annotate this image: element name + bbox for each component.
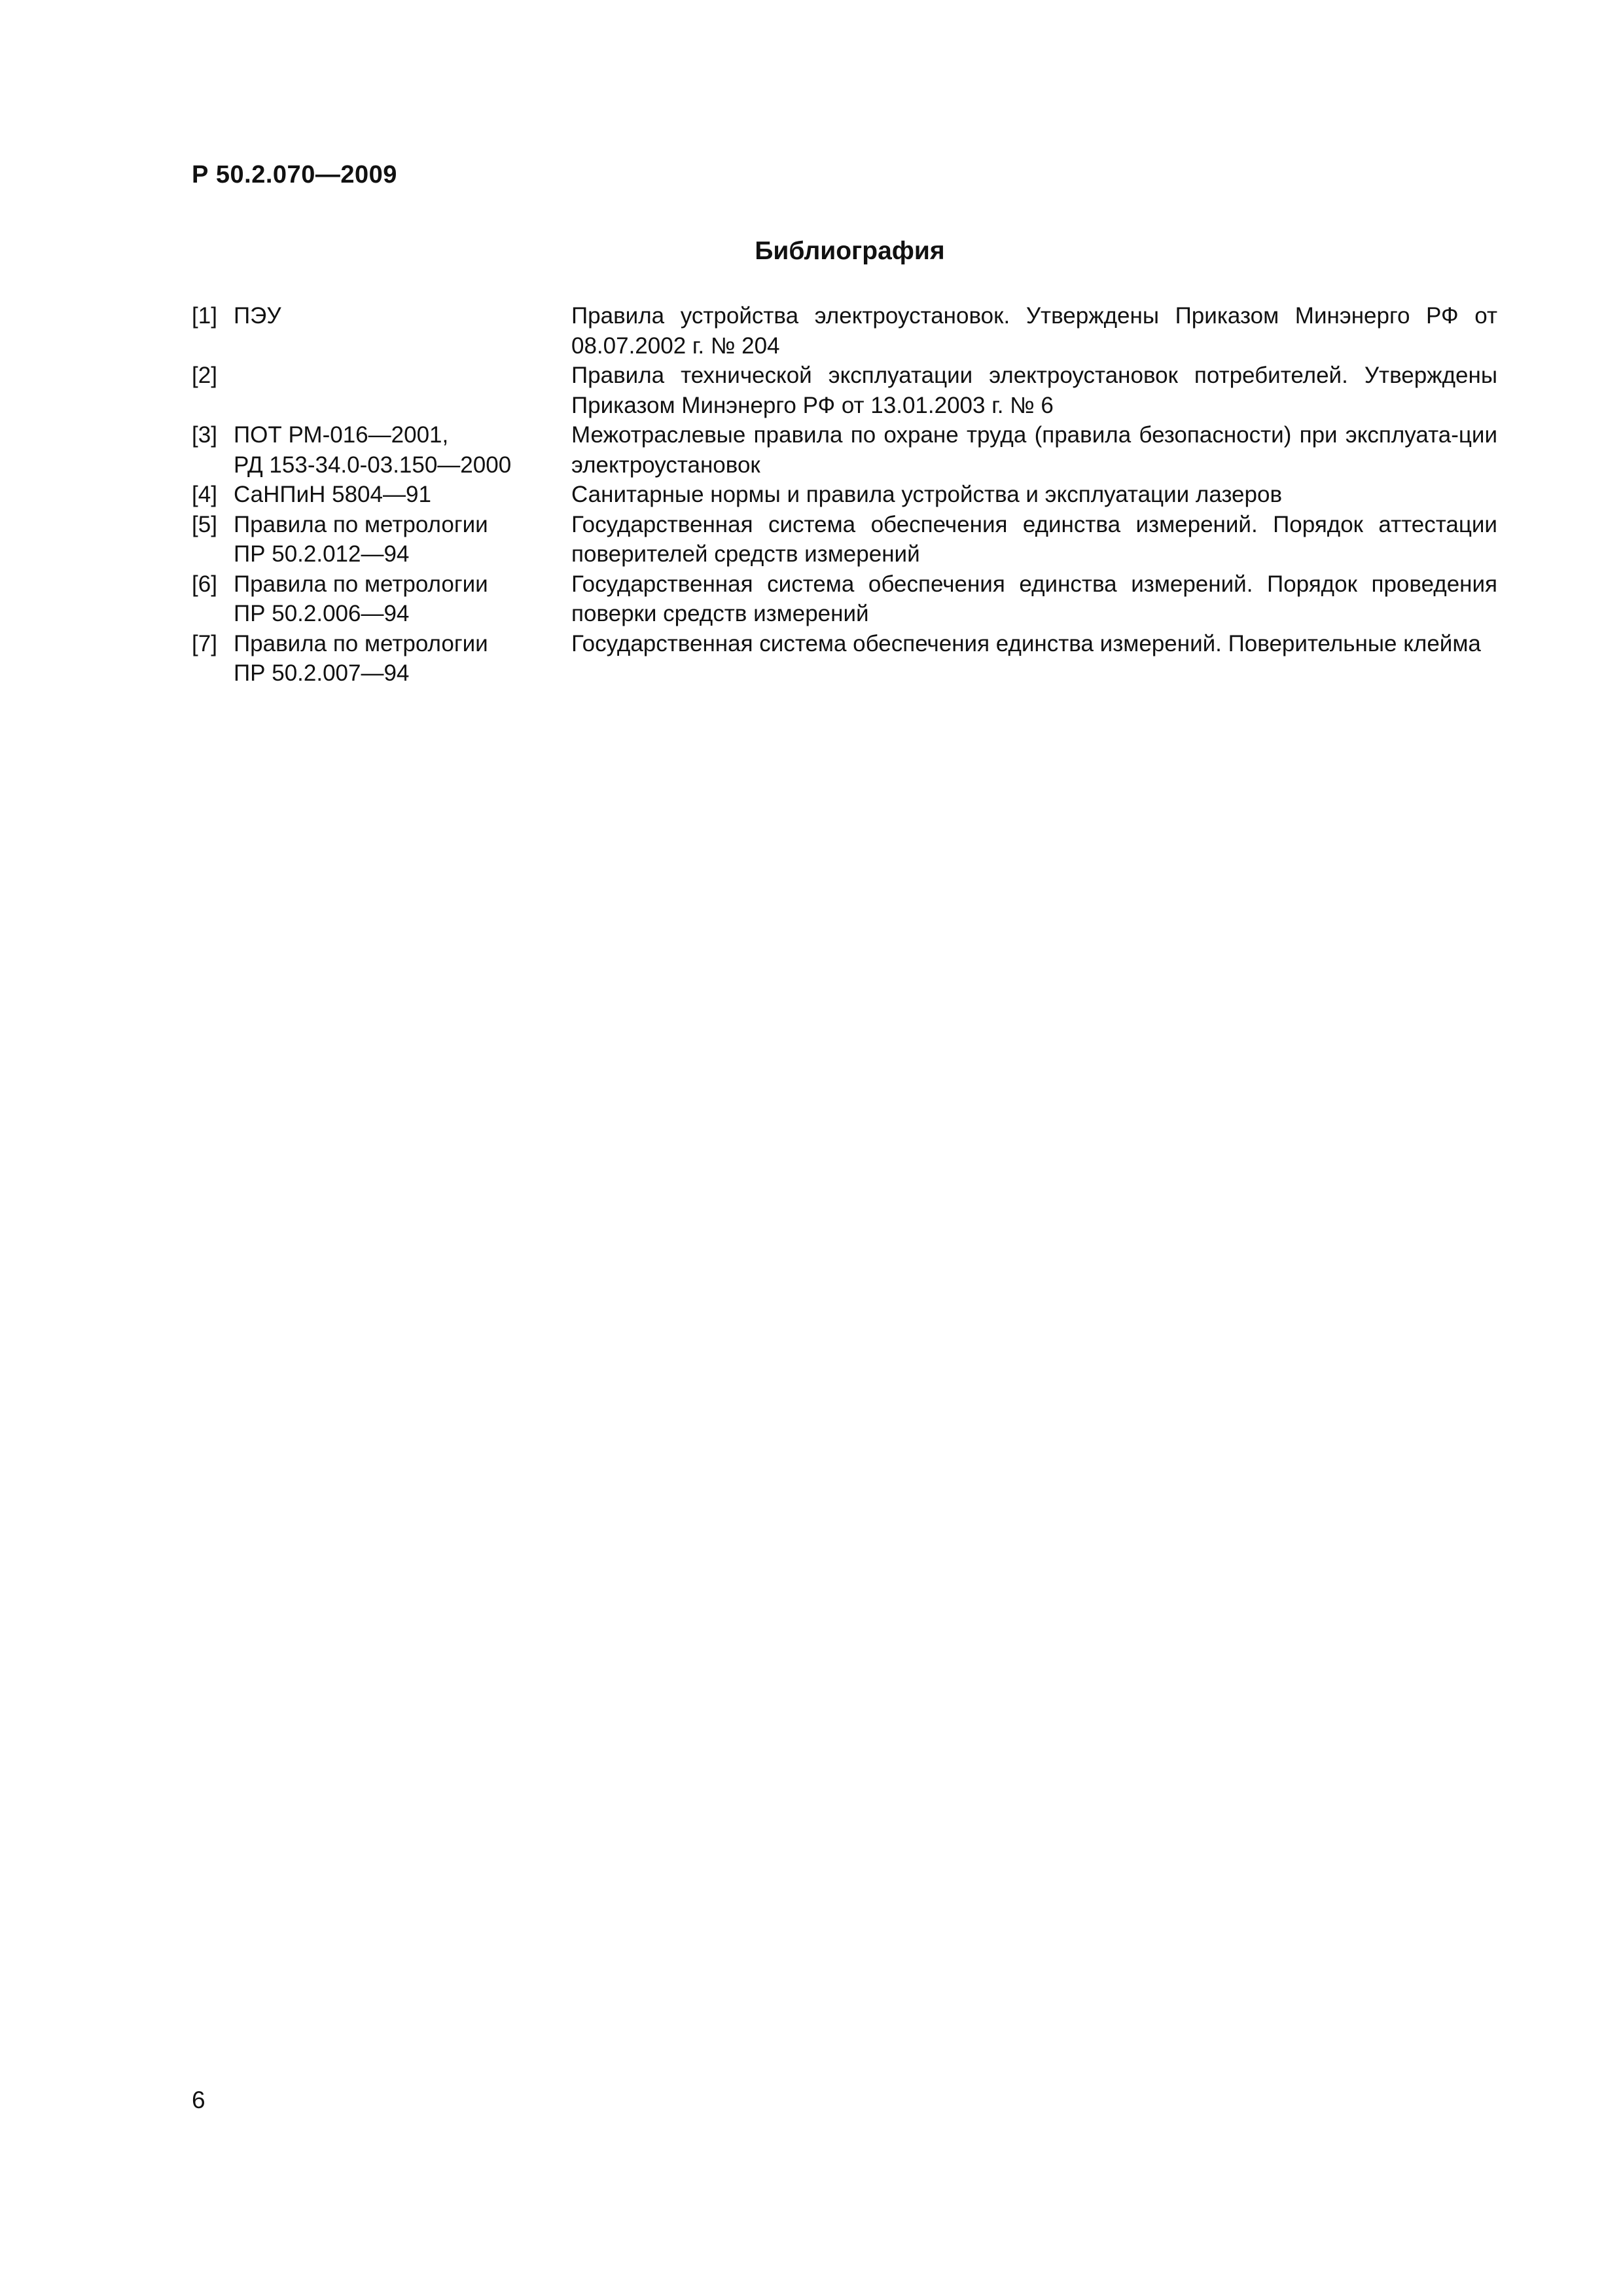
entry-number: [3]	[192, 422, 217, 448]
entry-title: Правила технической эксплуатации электроустановок потребителей. Утверждены Приказом Минэнерго РФ от 13.01.2003 г. № 6	[571, 363, 1497, 418]
document-code: Р 50.2.070—2009	[192, 161, 397, 188]
entry-number: [6]	[192, 571, 217, 597]
entry-source: Правила по метрологии ПР 50.2.006—94	[234, 571, 488, 626]
entry-source: Правила по метрологии ПР 50.2.012—94	[234, 511, 488, 567]
entry-number: [4]	[192, 482, 217, 507]
bibliography-entry	[192, 480, 1507, 510]
entry-number: [1]	[192, 303, 217, 329]
section-title: Библиография	[755, 237, 945, 265]
bibliography-entry	[192, 301, 1507, 361]
page-number: 6	[192, 2087, 205, 2113]
bibliography-entry	[192, 420, 1507, 480]
entry-number: [2]	[192, 363, 217, 388]
entry-source: ПЭУ	[234, 303, 281, 329]
bibliography-entry	[192, 569, 1507, 629]
entry-title: Государственная система обеспечения единства измерений. Порядок аттестации поверителей средств измерений	[571, 511, 1497, 567]
entry-source: ПОТ РМ-016—2001, РД 153-34.0-03.150—2000	[234, 422, 512, 478]
entry-title: Государственная система обеспечения единства измерений. Поверительные клейма	[571, 630, 1481, 656]
bibliography-entry	[192, 361, 1507, 420]
bibliography-entry	[192, 510, 1507, 569]
entry-title: Государственная система обеспечения единства измерений. Порядок проведения поверки средств измерений	[571, 571, 1497, 626]
bibliography-entry	[192, 629, 1507, 689]
entry-title: Межотраслевые правила по охране труда (правила безопасности) при эксплуата-ции электроустановок	[571, 422, 1497, 478]
entry-number: [5]	[192, 511, 217, 537]
entry-source: Правила по метрологии ПР 50.2.007—94	[234, 630, 488, 686]
entry-source: СаНПиН 5804—91	[234, 482, 431, 507]
entry-number: [7]	[192, 630, 217, 656]
entry-title: Санитарные нормы и правила устройства и эксплуатации лазеров	[571, 482, 1283, 507]
entry-title: Правила устройства электроустановок. Утверждены Приказом Минэнерго РФ от 08.07.2002 г. № 204	[571, 303, 1497, 359]
bibliography-list	[192, 301, 1507, 689]
